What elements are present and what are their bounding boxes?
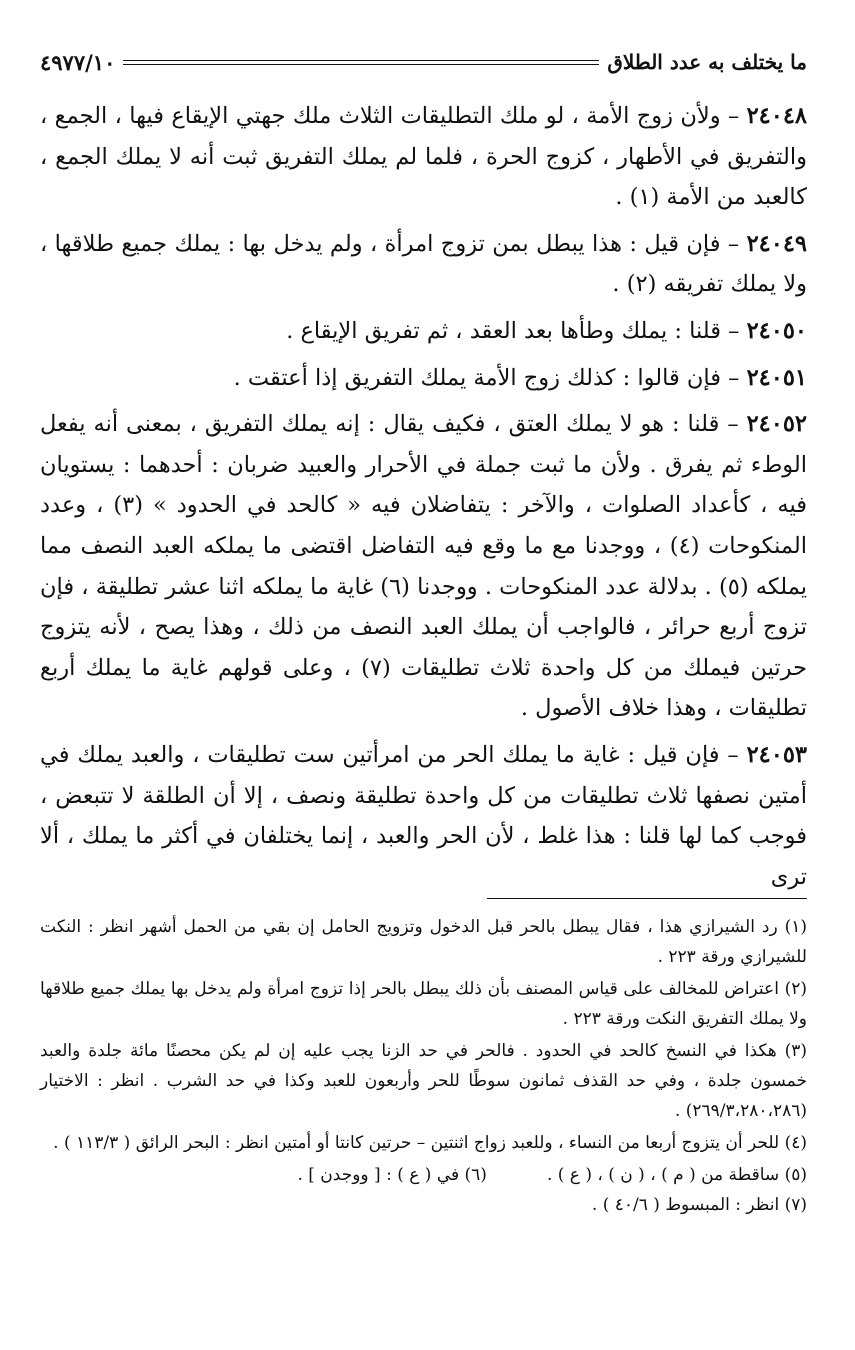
footnote: (٢) اعتراض للمخالف على قياس المصنف بأن ذلك يبطل بالحر إذا تزوج امرأة ولم يدخل بها يملك جميع طلاقها ولا يملك التفريق النكت ورقة ٢٢٣ .: [40, 979, 807, 1029]
paragraph-number: ٢٤٠٤٨: [746, 103, 807, 129]
paragraph-text: – قلنا : يملك وطأها بعد العقد ، ثم تفريق الإيقاع .: [286, 317, 747, 344]
footnote: (٧) انظر : المبسوط ( ٤٠/٦ ) .: [591, 1195, 807, 1215]
paragraph: [40, 358, 807, 399]
footnote: (٦) في ( ع ) : [ ووجدن ] .: [297, 1165, 487, 1185]
paragraph: [40, 735, 807, 897]
footnote: (٤) للحر أن يتزوج أربعا من النساء ، وللعبد زواج اثنتين – حرتين كانتا أو أمتين انظر : البحر الرائق ( ١١٣/٣ ) .: [53, 1133, 807, 1153]
header-title: ما يختلف به عدد الطلاق: [607, 50, 807, 74]
header-rule: [123, 60, 599, 65]
paragraph: [40, 224, 807, 305]
main-text: [40, 96, 807, 903]
paragraph-text: – قلنا : هو لا يملك العتق ، فكيف يقال : إنه يملك التفريق ، بمعنى أنه يفعل الوطء ثم يفرق . ولأن ما ثبت جملة في الأحرار والعبيد ضربان : أحدهما : يستويان فيه ، كأعداد الصلوات ، والآخر : يتفاضلان فيه « كالحد في الحدود » (٣) ، وعدد المنكوحات (٤) ، ووجدنا مع ما وقع فيه التفاضل اقتضى ما يملكه العبد النصف مما يملكه (٥) . بدلالة عدد المنكوحات . ووجدنا (٦) غاية ما يملكه اثنا عشر تطليقة ، فإن تزوج أربع حرائر ، فالواجب أن يملك العبد النصف من ذلك ، وهذا يصح ، لأنه يتزوج حرتين فيملك من كل واحدة ثلاث تطليقات (٧) ، وعلى قولهم غاية ما يملك أربع تطليقات ، وهذا خلاف الأصول .: [40, 411, 807, 722]
footnote: (١) رد الشيرازي هذا ، فقال يبطل بالحر قبل الدخول وتزويج الحامل إن بقي من الحمل أشهر انظر : النكت للشيرازي ورقة ٢٢٣ .: [40, 917, 807, 967]
footnotes: [40, 912, 807, 1222]
paragraph-number: ٢٤٠٥٠: [746, 317, 807, 344]
paragraph-text: – فإن قيل : غاية ما يملك الحر من امرأتين ست تطليقات ، والعبد يملك في أمتين نصفها ثلاث تطليقات من كل واحدة تطليقة ونصف ، إلا أن الطلقة لا تتبعض ، فوجب كما لها قلنا : هذا غلط ، لأن الحر والعبد ، إنما يختلفان في أكثر ما يملك ، ألا ترى: [40, 741, 807, 890]
footnote: (٣) هكذا في النسخ كالحد في الحدود . فالحر في حد الزنا يجب عليه إن لم يكن محصنًا مائة جلدة والعبد خمسون جلدة ، وفي حد القذف ثمانون سوطًا للحر وأربعون للعبد وكذا في حد الشرب . انظر : الاختيار (٢٦٩/٣،٢٨٠،٢٨٦) .: [40, 1041, 807, 1121]
paragraph-text: – فإن قالوا : كذلك زوج الأمة يملك التفريق إذا أعتقت .: [233, 364, 747, 391]
footnote-row: [40, 1160, 807, 1190]
page-number: ٤٩٧٧/١٠: [40, 49, 116, 75]
footnote-separator: [487, 898, 807, 899]
running-header: [40, 42, 807, 82]
paragraph: [40, 96, 807, 218]
paragraph: [40, 311, 807, 352]
paragraph-number: ٢٤٠٥٣: [746, 741, 807, 768]
footnote: (٥) ساقطة من ( م ) ، ( ن ) ، ( ع ) .: [546, 1165, 807, 1185]
paragraph-number: ٢٤٠٤٩: [746, 230, 807, 257]
paragraph-text: – ولأن زوج الأمة ، لو ملك التطليقات الثلاث ملك جهتي الإيقاع فيها ، الجمع ، والتفريق في الأطهار ، كزوج الحرة ، فلما لم يملك التفريق ثبت أنه لا يملك الجمع ، كالعبد من الأمة (١) .: [40, 103, 807, 211]
paragraph-number: ٢٤٠٥١: [746, 364, 807, 391]
paragraph-text: – فإن قيل : هذا يبطل بمن تزوج امرأة ، ولم يدخل بها : يملك جميع طلاقها ، ولا يملك تفريقه (٢) .: [40, 230, 807, 298]
paragraph: [40, 404, 807, 729]
paragraph-number: ٢٤٠٥٢: [746, 411, 807, 438]
